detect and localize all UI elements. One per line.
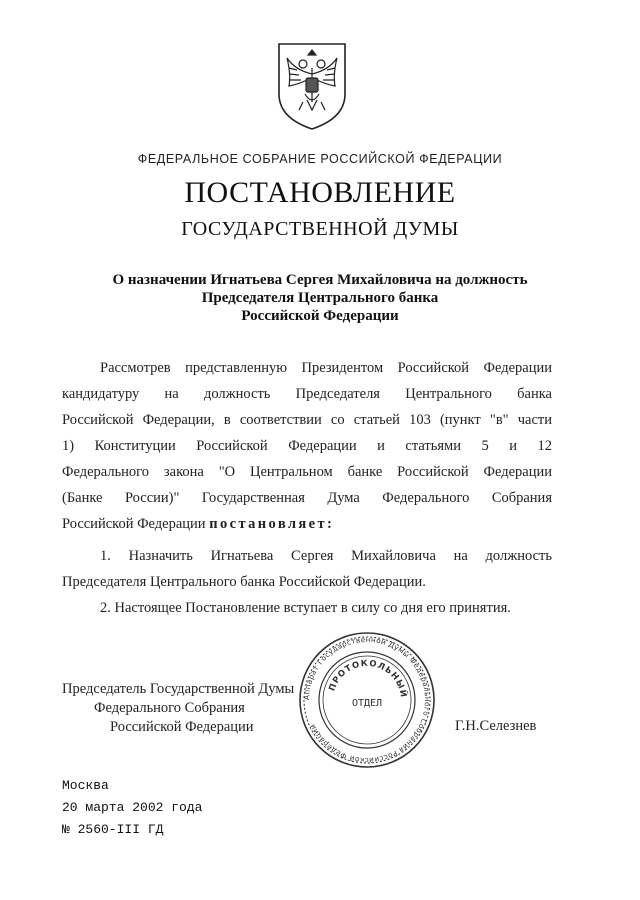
body-line: (Банке России)" Государственная Дума Федерального Собрания (62, 490, 552, 506)
heading-line: О назначении Игнатьева Сергея Михайловича на должность (112, 272, 528, 288)
item-1-line: 1. Назначить Игнатьева Сергея Михайловича на должность (100, 548, 552, 564)
signature-block (62, 680, 294, 737)
body-line: кандидатуру на должность Председателя Центрального банка (62, 386, 552, 402)
signatory-title: Федерального Собрания (94, 700, 245, 716)
document-title: ПОСТАНОВЛЕНИЕ (184, 176, 456, 209)
item-2-line: 2. Настоящее Постановление вступает в силу со дня его принятия. (100, 600, 511, 616)
body-text: Российской Федерации (62, 516, 206, 532)
resolution-body (62, 355, 552, 621)
signatory-title: Российской Федерации (110, 719, 254, 735)
document-footer (62, 775, 202, 841)
signatory-title: Председатель Государственной Думы (62, 681, 295, 697)
resolution-heading (60, 271, 580, 325)
svg-text:ПРОТОКОЛЬНЫЙ (327, 659, 410, 699)
heading-line: Российской Федерации (241, 308, 399, 324)
footer-city: Москва (62, 778, 109, 793)
footer-date: 20 марта 2002 года (62, 800, 203, 815)
body-line (62, 511, 552, 537)
heading-line: Председателя Центрального банка (201, 290, 439, 306)
item-1-line: Председателя Центрального банка Российской Федерации. (62, 574, 426, 590)
body-line: Российской Федерации, в соответствии со статьей 103 (пункт "в" части (62, 412, 552, 428)
official-stamp (297, 630, 437, 770)
body-line: Рассмотрев представленную Президентом Российской Федерации (100, 360, 552, 376)
stamp-inner-text: ПРОТОКОЛЬНЫЙ (327, 658, 409, 699)
stamp-outer-text: Аппарат Государственной Думы Федерального Собрания Российской Федерации (301, 634, 433, 766)
organization-name: ФЕДЕРАЛЬНОЕ СОБРАНИЕ РОССИЙСКОЙ ФЕДЕРАЦИИ (137, 152, 503, 166)
decree-word: постановляет: (209, 516, 335, 532)
body-line: 1) Конституции Российской Федерации и статьями 5 и 12 (62, 438, 552, 454)
document-subtitle: ГОСУДАРСТВЕННОЙ ДУМЫ (181, 218, 459, 240)
stamp-center-text: ОТДЕЛ (351, 698, 383, 709)
body-line: Федерального закона "О Центральном банке Российской Федерации (62, 464, 552, 480)
coat-of-arms-icon (275, 40, 349, 132)
footer-number: № 2560-III ГД (62, 822, 164, 837)
signatory-name: Г.Н.Селезнев (455, 718, 537, 734)
